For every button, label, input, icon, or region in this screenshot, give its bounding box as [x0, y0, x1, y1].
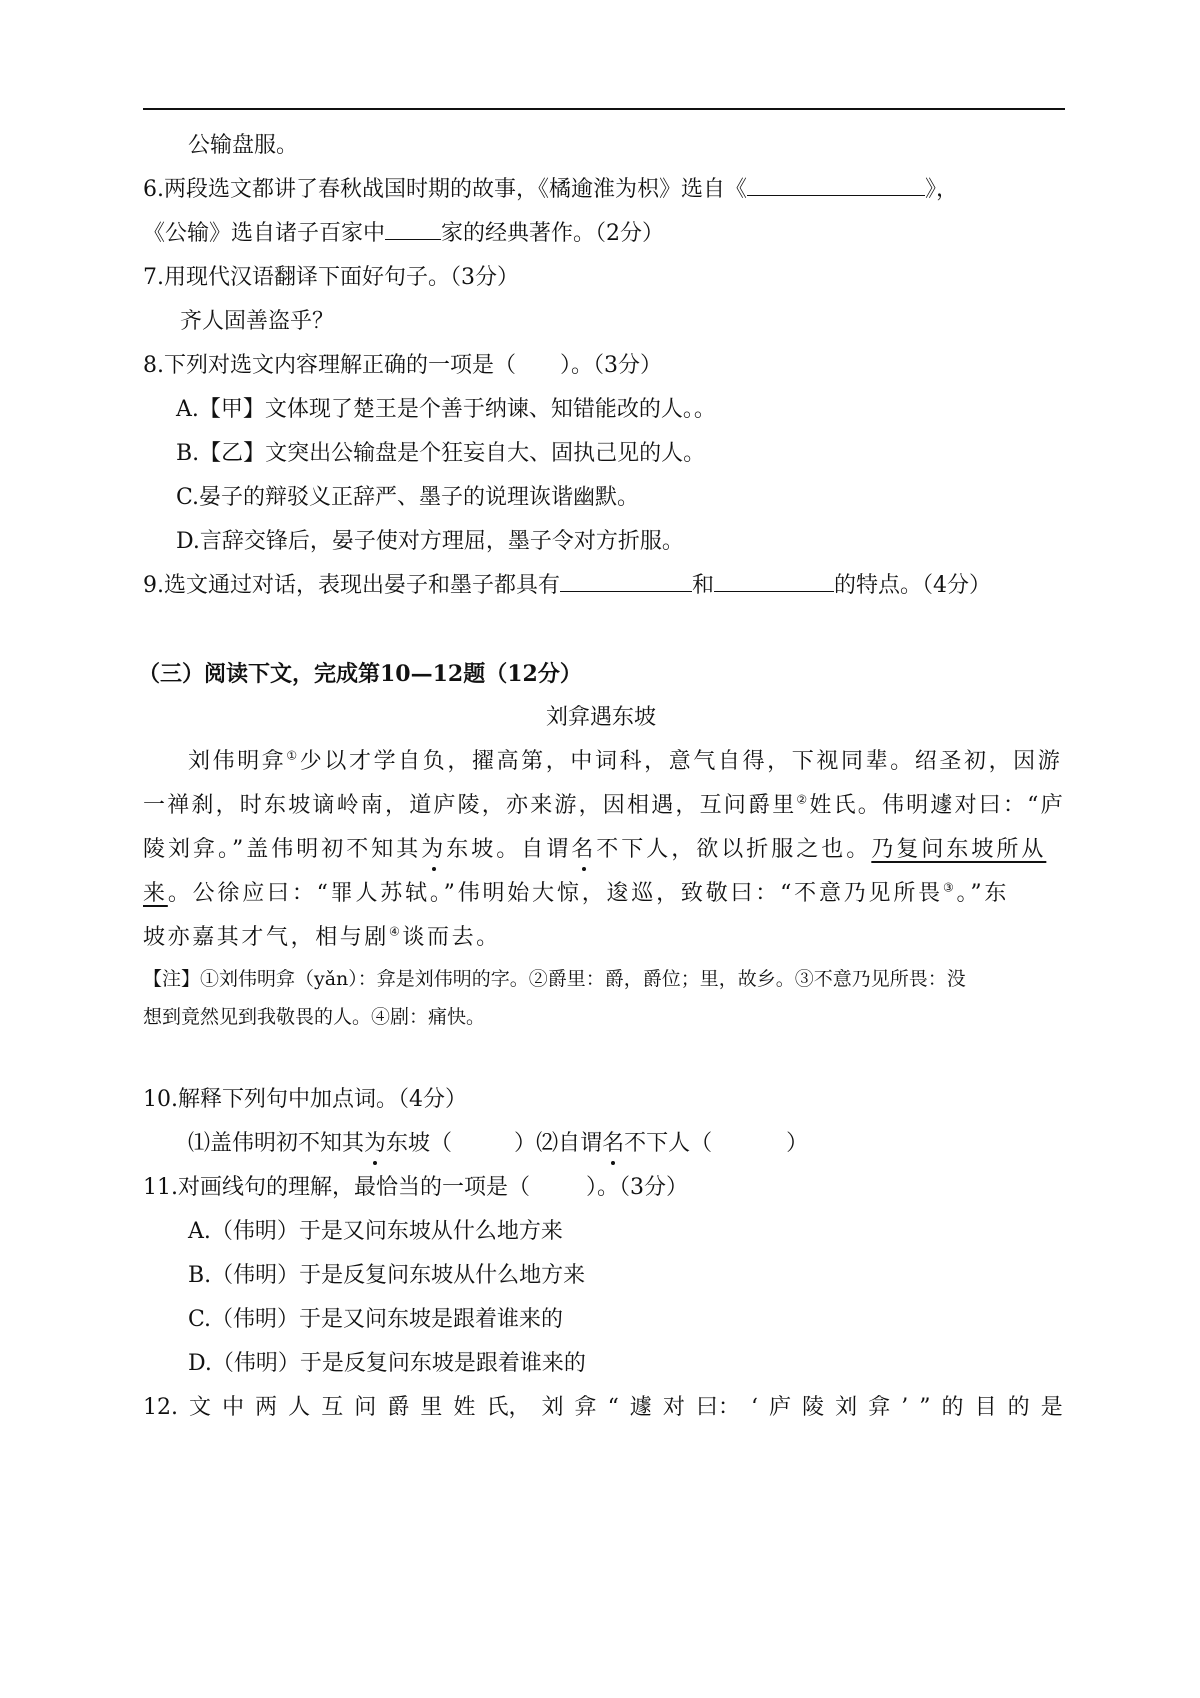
question-12	[143, 1393, 1063, 1423]
option-a: A.（伟明）于是又问东坡从什么地方来	[188, 1219, 563, 1244]
question-12-char: ”	[919, 1395, 931, 1420]
question-12-char: 氏，	[486, 1395, 531, 1420]
question-12-char: ‘	[751, 1395, 759, 1420]
question-7-sentence: 齐人固善盗乎？	[180, 309, 335, 334]
question-10-parts: ⑴盖伟明初不知其为东坡（ ）⑵自谓名不下人（ ）	[188, 1129, 808, 1159]
question-12-char: “	[607, 1395, 619, 1420]
question-12-char: 遽	[629, 1395, 652, 1420]
question-12-char: 是	[1040, 1395, 1063, 1420]
answer-blank[interactable]	[747, 175, 925, 196]
question-12-char: ’	[901, 1395, 909, 1420]
passage-line-1: 刘伟明弇①少以才学自负，擢高第，中词科，意气自得，下视同辈。绍圣初，因游	[188, 748, 1063, 774]
option-d: D.言辞交锋后，晏子使对方理屈，墨子令对方折服。	[176, 529, 684, 554]
question-10-title: 10.解释下列句中加点词。（4分）	[143, 1087, 467, 1112]
dotted-char: 为	[421, 835, 446, 865]
question-12-char: 互	[321, 1395, 344, 1420]
question-12-char: 里	[420, 1395, 443, 1420]
question-12-char: 文	[189, 1395, 212, 1420]
question-6-line-2: 《公输》选自诸子百家中 家的经典著作。（2分）	[143, 221, 665, 246]
question-6-line-1: 6.两段选文都讲了春秋战国时期的故事，《橘逾淮为枳》选自《 》，	[143, 177, 959, 202]
continued-line: 公输盘服。	[188, 133, 299, 158]
question-12-char: 弇	[868, 1395, 891, 1420]
option-d: D.（伟明）于是反复问东坡是跟着谁来的	[188, 1351, 586, 1376]
underlined-sentence: 乃复问东坡所从	[871, 837, 1047, 862]
dotted-char: 名	[602, 1129, 624, 1159]
passage-line-5: 坡亦嘉其才气，相与剧④谈而去。	[143, 924, 501, 950]
answer-blank[interactable]	[560, 571, 692, 592]
question-12-char: 姓	[453, 1395, 476, 1420]
question-12-char: 问	[354, 1395, 377, 1420]
question-8-title: 8.下列对选文内容理解正确的一项是（ ）。（3分）	[143, 353, 662, 378]
dotted-char: 为	[364, 1129, 386, 1159]
option-c: C.晏子的辩驳义正辞严、墨子的说理诙谐幽默。	[176, 485, 640, 510]
question-12-char: 刘	[541, 1395, 564, 1420]
question-12-char: 的	[941, 1395, 964, 1420]
question-12-char: 人	[288, 1395, 311, 1420]
note-line-2: 想到竟然见到我敬畏的人。④剧：痛快。	[143, 1006, 486, 1028]
question-9: 9.选文通过对话，表现出晏子和墨子都具有 和 的特点。（4分）	[143, 573, 992, 598]
underlined-sentence-end: 来	[143, 881, 168, 906]
question-12-char: 刘	[835, 1395, 858, 1420]
question-12-char: 目	[974, 1395, 997, 1420]
question-12-char: 中	[222, 1395, 245, 1420]
question-12-char: 曰：	[695, 1395, 740, 1420]
question-12-char: 的	[1007, 1395, 1030, 1420]
passage-title: 刘弇遇东坡	[546, 705, 657, 730]
question-12-char: 12.	[143, 1395, 178, 1420]
section-heading: （三）阅读下文，完成第10—12题（12分）	[138, 661, 582, 687]
option-c: C.（伟明）于是又问东坡是跟着谁来的	[188, 1307, 564, 1332]
question-12-char: 陵	[802, 1395, 825, 1420]
question-12-char: 爵	[387, 1395, 410, 1420]
question-11-title: 11.对画线句的理解，最恰当的一项是（ ）。（3分）	[143, 1175, 688, 1200]
option-b: B.（伟明）于是反复问东坡从什么地方来	[188, 1263, 586, 1288]
header-rule	[143, 108, 1065, 110]
passage-line-4: 来。公徐应曰：“罪人苏轼。”伟明始大惊，逡巡，致敬曰：“不意乃见所畏③。”东	[143, 880, 1010, 906]
passage-line-3: 陵刘弇。”盖伟明初不知其为东坡。自谓名不下人，欲以折服之也。乃复问东坡所从	[143, 835, 1046, 865]
question-12-char: 庐	[769, 1395, 792, 1420]
dotted-char: 名	[571, 835, 596, 865]
question-12-char: 对	[662, 1395, 685, 1420]
option-a: A.【甲】文体现了楚王是个善于纳谏、知错能改的人。。	[176, 397, 716, 422]
answer-blank[interactable]	[714, 571, 834, 592]
question-12-char: 弇	[574, 1395, 597, 1420]
note-line-1: 【注】①刘伟明弇（yǎn）：弇是刘伟明的字。②爵里：爵，爵位；里，故乡。③不意乃见所畏：没	[143, 968, 966, 990]
question-7-title: 7.用现代汉语翻译下面好句子。（3分）	[143, 265, 519, 290]
option-b: B.【乙】文突出公输盘是个狂妄自大、固执己见的人。	[176, 441, 706, 466]
passage-line-2: 一禅刹，时东坡谪岭南，道庐陵，亦来游，因相遇，互问爵里②姓氏。伟明遽对曰：“庐	[143, 792, 1065, 818]
answer-blank[interactable]	[385, 219, 441, 240]
question-12-char: 两	[255, 1395, 278, 1420]
